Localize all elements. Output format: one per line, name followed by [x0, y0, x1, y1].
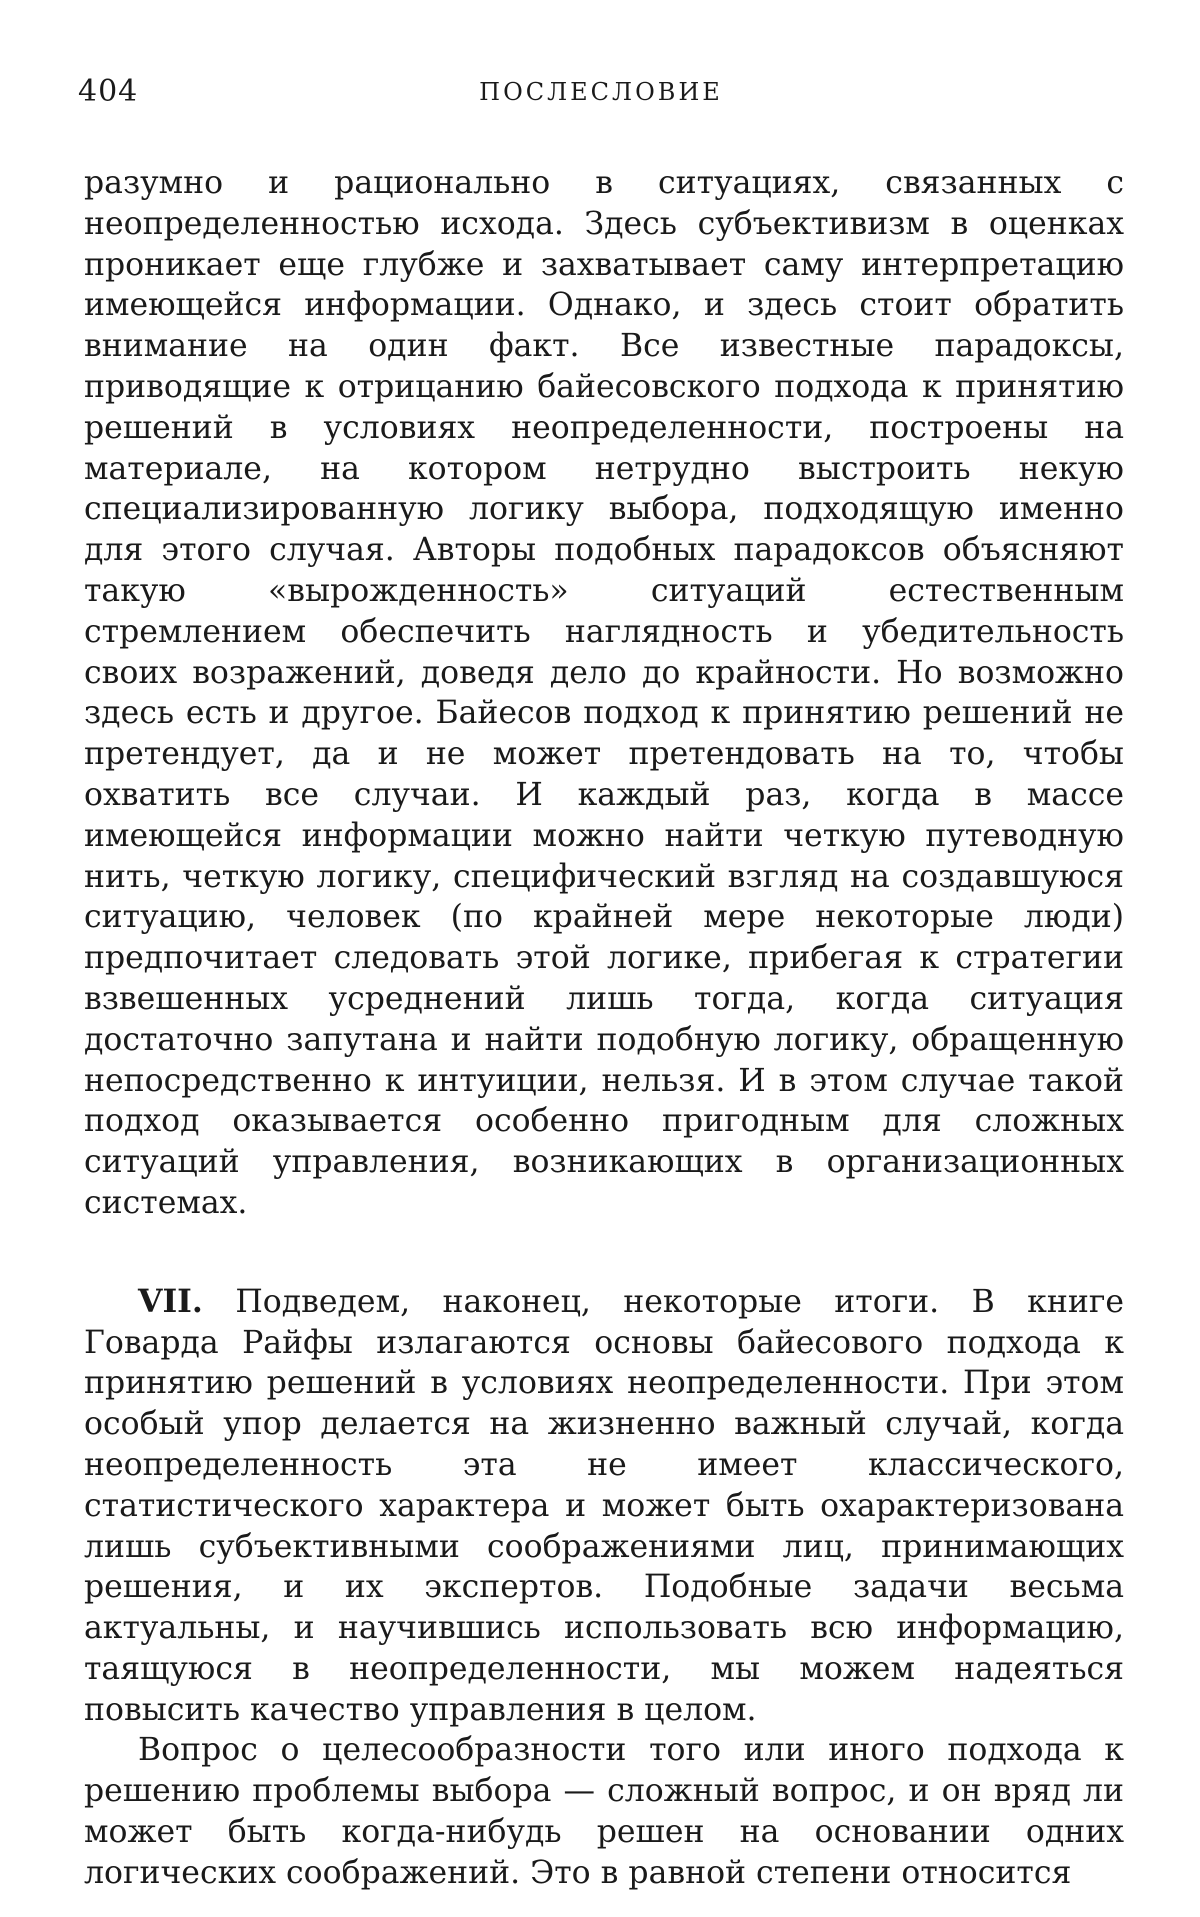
section-vii-paragraph [84, 1282, 1124, 1731]
page-number: 404 [78, 74, 139, 109]
running-title: ПОСЛЕСЛОВИЕ [479, 78, 723, 106]
paragraph-continuation: разумно и рационально в ситуациях, связанных с неопределенностью исхода. Здесь субъективизм в оценках проникает еще глубже и захватывает саму интерпретацию имеющейся информации. Однако, и здесь стоит обратить внимание на один факт. Все известные парадоксы, приводящие к отрицанию байесовского подхода к принятию решений в условиях неопределенности, построены на материале, на котором нетрудно выстроить некую специализированную логику выбора, подходящую именно для этого случая. Авторы подобных парадоксов объясняют такую «вырожденность» ситуаций естественным стремлением обеспечить наглядность и убедительность своих возражений, доведя дело до крайности. Но возможно здесь есть и другое. Байесов подход к принятию решений не претендует, да и не может претендовать на то, чтобы охватить все случаи. И каждый раз, когда в массе имеющейся информации можно найти четкую путеводную нить, четкую логику, специфический взгляд на создавшуюся ситуацию, человек (по крайней мере некоторые люди) предпочитает следовать этой логике, прибегая к стратегии взвешенных усреднений лишь тогда, когда ситуация достаточно запутана и найти подобную логику, обращенную непосредственно к интуиции, нельзя. И в этом случае такой подход оказывается особенно пригодным для сложных ситуаций управления, возникающих в организационных системах. [84, 165, 1124, 1221]
running-head [78, 72, 1124, 112]
paragraph-question: Вопрос о целесообразности того или иного подхода к решению проблемы выбора — сложный вопрос, и он вряд ли может быть когда-нибудь решен на основании одних логических соображений. Это в равной степени относится [84, 1732, 1124, 1891]
section-number: VII. [138, 1282, 203, 1320]
section-vii-text: Подведем, наконец, некоторые итоги. В книге Говарда Райфы излагаются основы байесового подхода к принятию решений в условиях неопределенности. При этом особый упор делается на жизненно важный случай, когда неопределенность эта не имеет классического, статистического характера и может быть охарактеризована лишь субъективными соображениями лиц, принимающих решения, и их экспертов. Подобные задачи весьма актуальны, и научившись использовать всю информацию, таящуюся в неопределенности, мы можем надеяться повысить качество управления в целом. [84, 1283, 1124, 1728]
body-text [84, 163, 1124, 1894]
